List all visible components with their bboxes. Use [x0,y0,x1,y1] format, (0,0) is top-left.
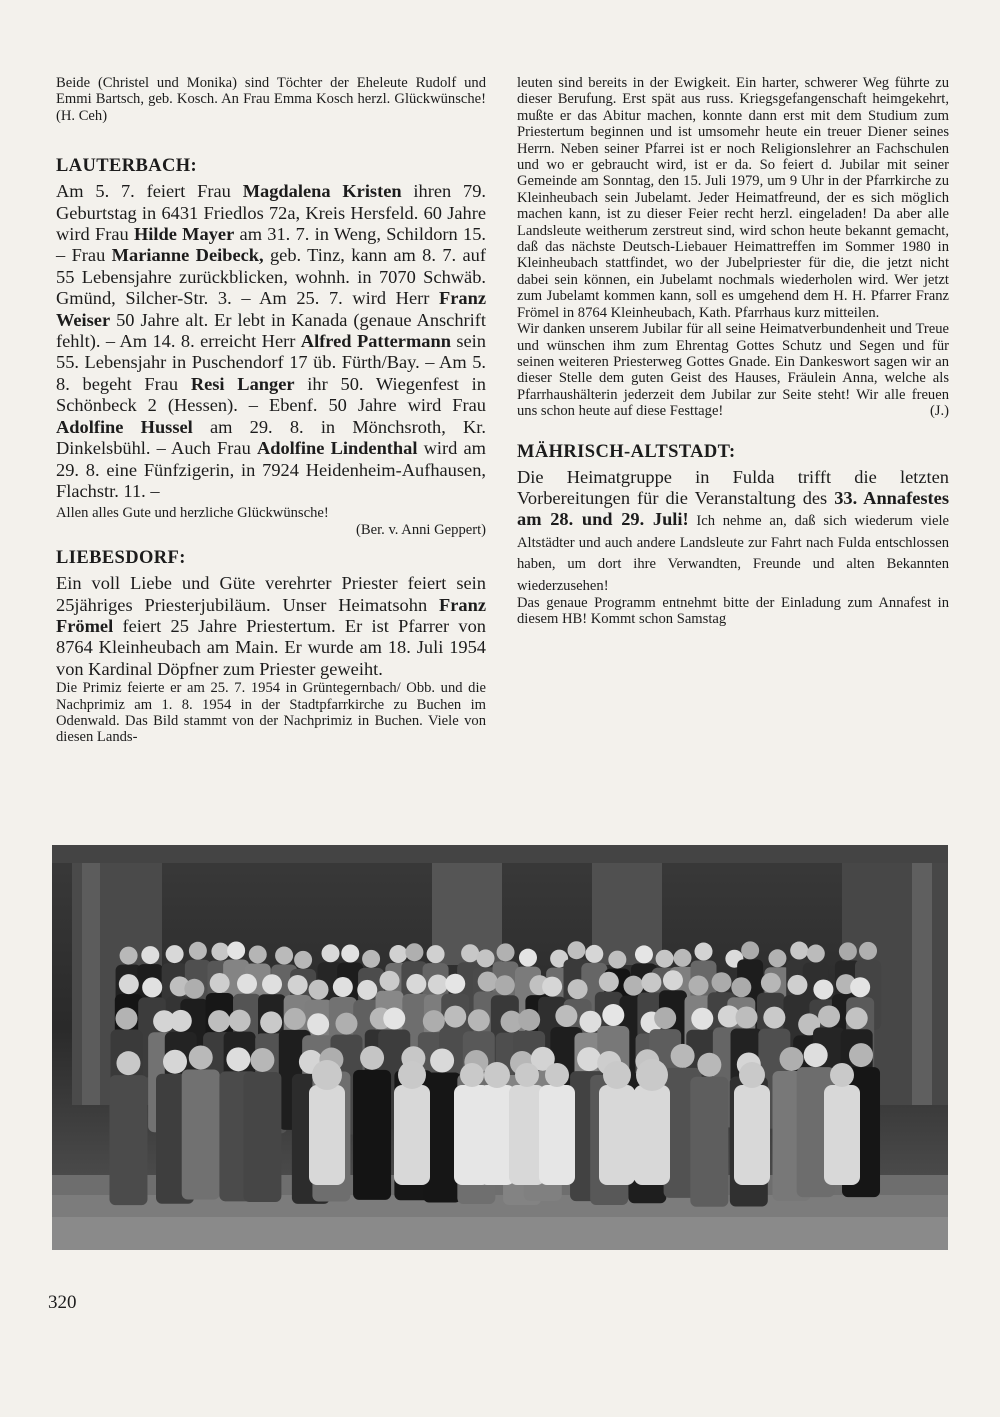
person-head [389,945,407,963]
lauterbach-credit: (Ber. v. Anni Geppert) [356,521,486,538]
text-span: sein 55. Lebensjahr in Puschendorf 17 üb. Fürth/Bay. – Am 5. 8. begeht Frau [56,331,486,394]
person-head [839,942,857,960]
child-head [515,1063,539,1087]
intro-paragraph: Beide (Christel und Monika) sind Töchter der Eheleute Rudolf und Emmi Bartsch, geb. Kosch. An Frau Emma Kosch herzl. Glückwünsche! (H. Ceh) [56,75,486,124]
person-head [641,973,661,993]
person-body [109,1075,147,1205]
person-head [461,944,479,962]
person-head [763,1007,785,1029]
person-head [116,1051,140,1075]
person-body [243,1072,281,1202]
person-head [405,943,423,961]
person-head [731,977,751,997]
person-head [850,977,870,997]
person-head [229,1010,251,1032]
text-span: wird am 29. 8. eine Fünfzigerin, in 7924 Heidenheim-Aufhausen, Flachstr. 11. – [56,438,486,501]
person-head [761,973,781,993]
person-head [227,942,245,960]
child-head [636,1059,668,1091]
text-span: geb. Tinz, kann am 8. 7. auf 55 Lebensjahre zurückblicken, wohnh. in 7070 Schwäb. Gmünd, Silcher-Str. 3. – Am 25. 7. wird Herr [56,245,486,309]
maehrisch-altstadt-paragraph [517,467,949,595]
person-head [309,980,329,1000]
person-head [383,1008,405,1030]
person-head [189,942,207,960]
person-head [262,974,282,994]
crowd-silhouettes [109,941,881,1207]
person-head [602,1004,624,1026]
text-span: Ich nehme an, daß sich wiederum viele Altstädter und auch andere Landsleute zur Fahrt nach Fulda entschlossen haben, um dort ihre Verwandten, Freunde und alten Bekannten wiederzusehen! [517,513,949,594]
person-name: Marianne Deibeck, [111,245,264,266]
person-head [741,941,759,959]
liebesdorf-thanks [517,321,949,419]
liebesdorf-continuation: leuten sind bereits in der Ewigkeit. Ein harter, schwerer Weg führte zu dieser Berufung. Erst spät aus russ. Kriegsgefangenschaft heimgekehrt, mußte er das Abitur machen, konnte dann erst mit dem Studium zum Priestertum beginnen und ist umsomehr heute ein treuer Diener seines Herrn. Neben seiner Pfarrei ist er noch Religionslehrer an Fachschulen und wo er gebraucht wird, ist er da. So feiert d. Jubilar mit seiner Gemeinde am Sonntag, den 15. Juli 1979, um 9 Uhr in der Pfarrkirche zu Kleinheubach sein Jubelamt. Jeder Heimatfreund, der es sich möglich machen kann, ist zu dieser Feier recht herzl. eingeladen! Da aber alle Landsleute weitherum zerstreut sind, wird schon heute bekannt gemacht, daß das nächste Deutsch-Liebauer Heimattreffen im Sommer 1980 in Kleinheubach stattfindet, wo der Jubelpriester für die, die jetzt nicht dabei sein können, ein Jubelamt nochmals wiederholen wird. Wer jetzt zum Jubelamt kommen kann, soll es umgehend dem H. H. Pfarrer Franz Frömel in 8764 Kleinheubach, Kath. Pfarrhaus kurz mitteilen. [517,75,949,321]
person-head [555,1005,577,1027]
person-head [674,949,692,967]
person-head [635,945,653,963]
person-head [478,972,498,992]
person-head [284,1008,306,1030]
person-head [294,951,312,969]
person-head [518,1009,540,1031]
person-head [226,1047,250,1071]
person-head [859,942,877,960]
person-head [119,974,139,994]
child-body [599,1085,635,1185]
person-head [568,979,588,999]
person-head [430,1048,454,1072]
person-head [237,974,257,994]
person-head [654,1007,676,1029]
child-body [734,1085,770,1185]
person-head [691,1008,713,1030]
text-span: Ein voll Liebe und Güte verehrter Priester feiert sein 25jähriges Priesterjubiläum. Unser Heimatsohn [56,573,486,615]
child-head [460,1063,484,1087]
person-head [567,941,585,959]
child-head [603,1061,631,1089]
person-head [712,972,732,992]
person-head [497,943,515,961]
child-body [824,1085,860,1185]
child-body [309,1085,345,1185]
person-head [736,1006,758,1028]
person-head [818,1005,840,1027]
person-body [690,1077,728,1207]
person-head [249,945,267,963]
person-head [804,1043,828,1067]
person-head [444,1006,466,1028]
child-body [394,1085,430,1185]
text-span: Am 5. 7. feiert Frau [56,181,243,202]
person-head [577,1047,601,1071]
person-name: Franz Weiser [56,288,486,330]
person-head [468,1009,490,1031]
text-span: ihren 79. Geburtstag in 6431 Friedlos 72a, Kreis Hersfeld. 60 Jahre wird Frau [56,181,486,245]
child-head [398,1061,426,1089]
person-name: Alfred Pattermann [300,331,451,352]
person-head [341,945,359,963]
person-head [115,1008,137,1030]
person-head [695,943,713,961]
person-head [142,977,162,997]
text-span: feiert 25 Jahre Priestertum. Er ist Pfarrer von 8764 Kleinheubach am Main. Er wurde am 18. Juli 1954 von Kardinal Döpfner zum Priester geweiht. [56,615,486,679]
lauterbach-paragraph [56,181,486,502]
person-head [260,1011,282,1033]
liebesdorf-heading: LIEBESDORF: [56,548,186,569]
person-head [163,1050,187,1074]
person-head [790,942,808,960]
person-head [689,976,709,996]
person-head [406,974,426,994]
page-number: 320 [48,1292,77,1313]
person-head [807,945,825,963]
maehrisch-altstadt-heading: MÄHRISCH-ALTSTADT: [517,441,736,462]
person-name: Magdalena Kristen [242,181,402,202]
person-head [846,1007,868,1029]
person-head [779,1047,803,1071]
person-head [211,943,229,961]
lauterbach-closing: Allen alles Gute und herzliche Glückwünsche! [56,505,329,522]
child-head [830,1063,854,1087]
group-photo-image [52,845,948,1250]
text-span: Die Heimatgruppe in Fulda trifft die letzten Vorbereitungen für die Veranstaltung des [517,466,949,508]
child-head [739,1062,765,1088]
person-head [697,1053,721,1077]
person-body [182,1070,220,1200]
person-head [608,951,626,969]
person-head [335,1013,357,1035]
person-head [333,977,353,997]
person-head [250,1048,274,1072]
person-head [275,947,293,965]
maehrisch-altstadt-small: Das genaue Programm entnehmt bitte der Einladung zum Annafest in diesem HB! Kommt schon Samstag [517,594,949,628]
child-head [312,1060,342,1090]
person-head [307,1013,329,1035]
person-head [141,946,159,964]
person-head [542,977,562,997]
person-head [189,1046,213,1070]
person-name: Adolfine Hussel [56,416,193,437]
child-head [484,1062,510,1088]
person-head [362,950,380,968]
person-head [428,974,448,994]
child-body [539,1085,575,1185]
person-name: Adolfine Lindenthal [256,438,418,459]
person-head [360,1046,384,1070]
text-span: 50 Jahre alt. Er lebt in Kanada (genaue Anschrift fehlt). – Am 14. 8. erreicht Herr [56,309,486,352]
person-head [166,945,184,963]
person-head [322,944,340,962]
text-span: ihr 50. Wiegenfest in Schönbeck 2 (Hessen). – Ebenf. 50 Jahre wird Frau [56,373,486,416]
author-sign: (J.) [929,403,949,420]
person-head [623,976,643,996]
text-span: Wir danken unserem Jubilar für all seine Heimatverbundenheit und Treue und wünschen ihm zum Ehrentag Gottes Schutz und Segen und für seinen weiteren Priesterweg Gottes Gnade. Ein Dankeswort sagen wir an dieser Stelle dem guten Geist des Hauses, Fräulein Anna, welche als Pfarrhaushälterin jederzeit dem Jubilar zur Seite steht! Wir alle freuen uns schon heute auf diese Festtage! [517,321,949,420]
text-span: am 31. 7. in Weng, Schildorn 15. – Frau [56,224,486,266]
text-span: am 29. 8. in Mönchsroth, Kr. Dinkelsbühl. – Auch Frau [56,416,487,459]
person-head [380,971,400,991]
person-head [208,1010,230,1032]
person-name: Hilde Mayer [133,224,235,245]
person-head [787,975,807,995]
person-name: Resi Langer [190,373,295,394]
lauterbach-heading: LAUTERBACH: [56,156,198,177]
person-head [519,949,537,967]
person-body [353,1070,391,1200]
person-head [663,970,683,990]
person-head [671,1044,695,1068]
person-head [427,945,445,963]
person-head [288,975,308,995]
person-head [477,949,495,967]
liebesdorf-small-paragraph: Die Primiz feierte er am 25. 7. 1954 in Grüntegernbach/ Obb. und die Nachprimiz am 1. 8. 1954 in der Stadtpfarrkirche zu Buchen im Odenwald. Das Bild stammt von der Nachprimiz in Buchen. Viele von diesen Lands- [56,680,486,746]
child-head [545,1063,569,1087]
person-head [357,980,377,1000]
liebesdorf-paragraph [56,573,486,680]
person-head [170,1010,192,1032]
person-name: Franz Frömel [56,594,486,636]
person-head [120,947,138,965]
person-head [849,1043,873,1067]
person-head [184,979,204,999]
person-head [768,949,786,967]
person-head [495,975,515,995]
person-head [210,973,230,993]
event-highlight: 33. Annafestes am 28. und 29. Juli! [517,487,949,530]
person-head [445,974,465,994]
right-column [517,75,949,628]
person-head [599,972,619,992]
child-body [634,1085,670,1185]
person-head [585,945,603,963]
person-head [813,979,833,999]
person-head [423,1010,445,1032]
left-column [56,75,486,746]
group-photo [52,845,948,1250]
person-head [656,950,674,968]
